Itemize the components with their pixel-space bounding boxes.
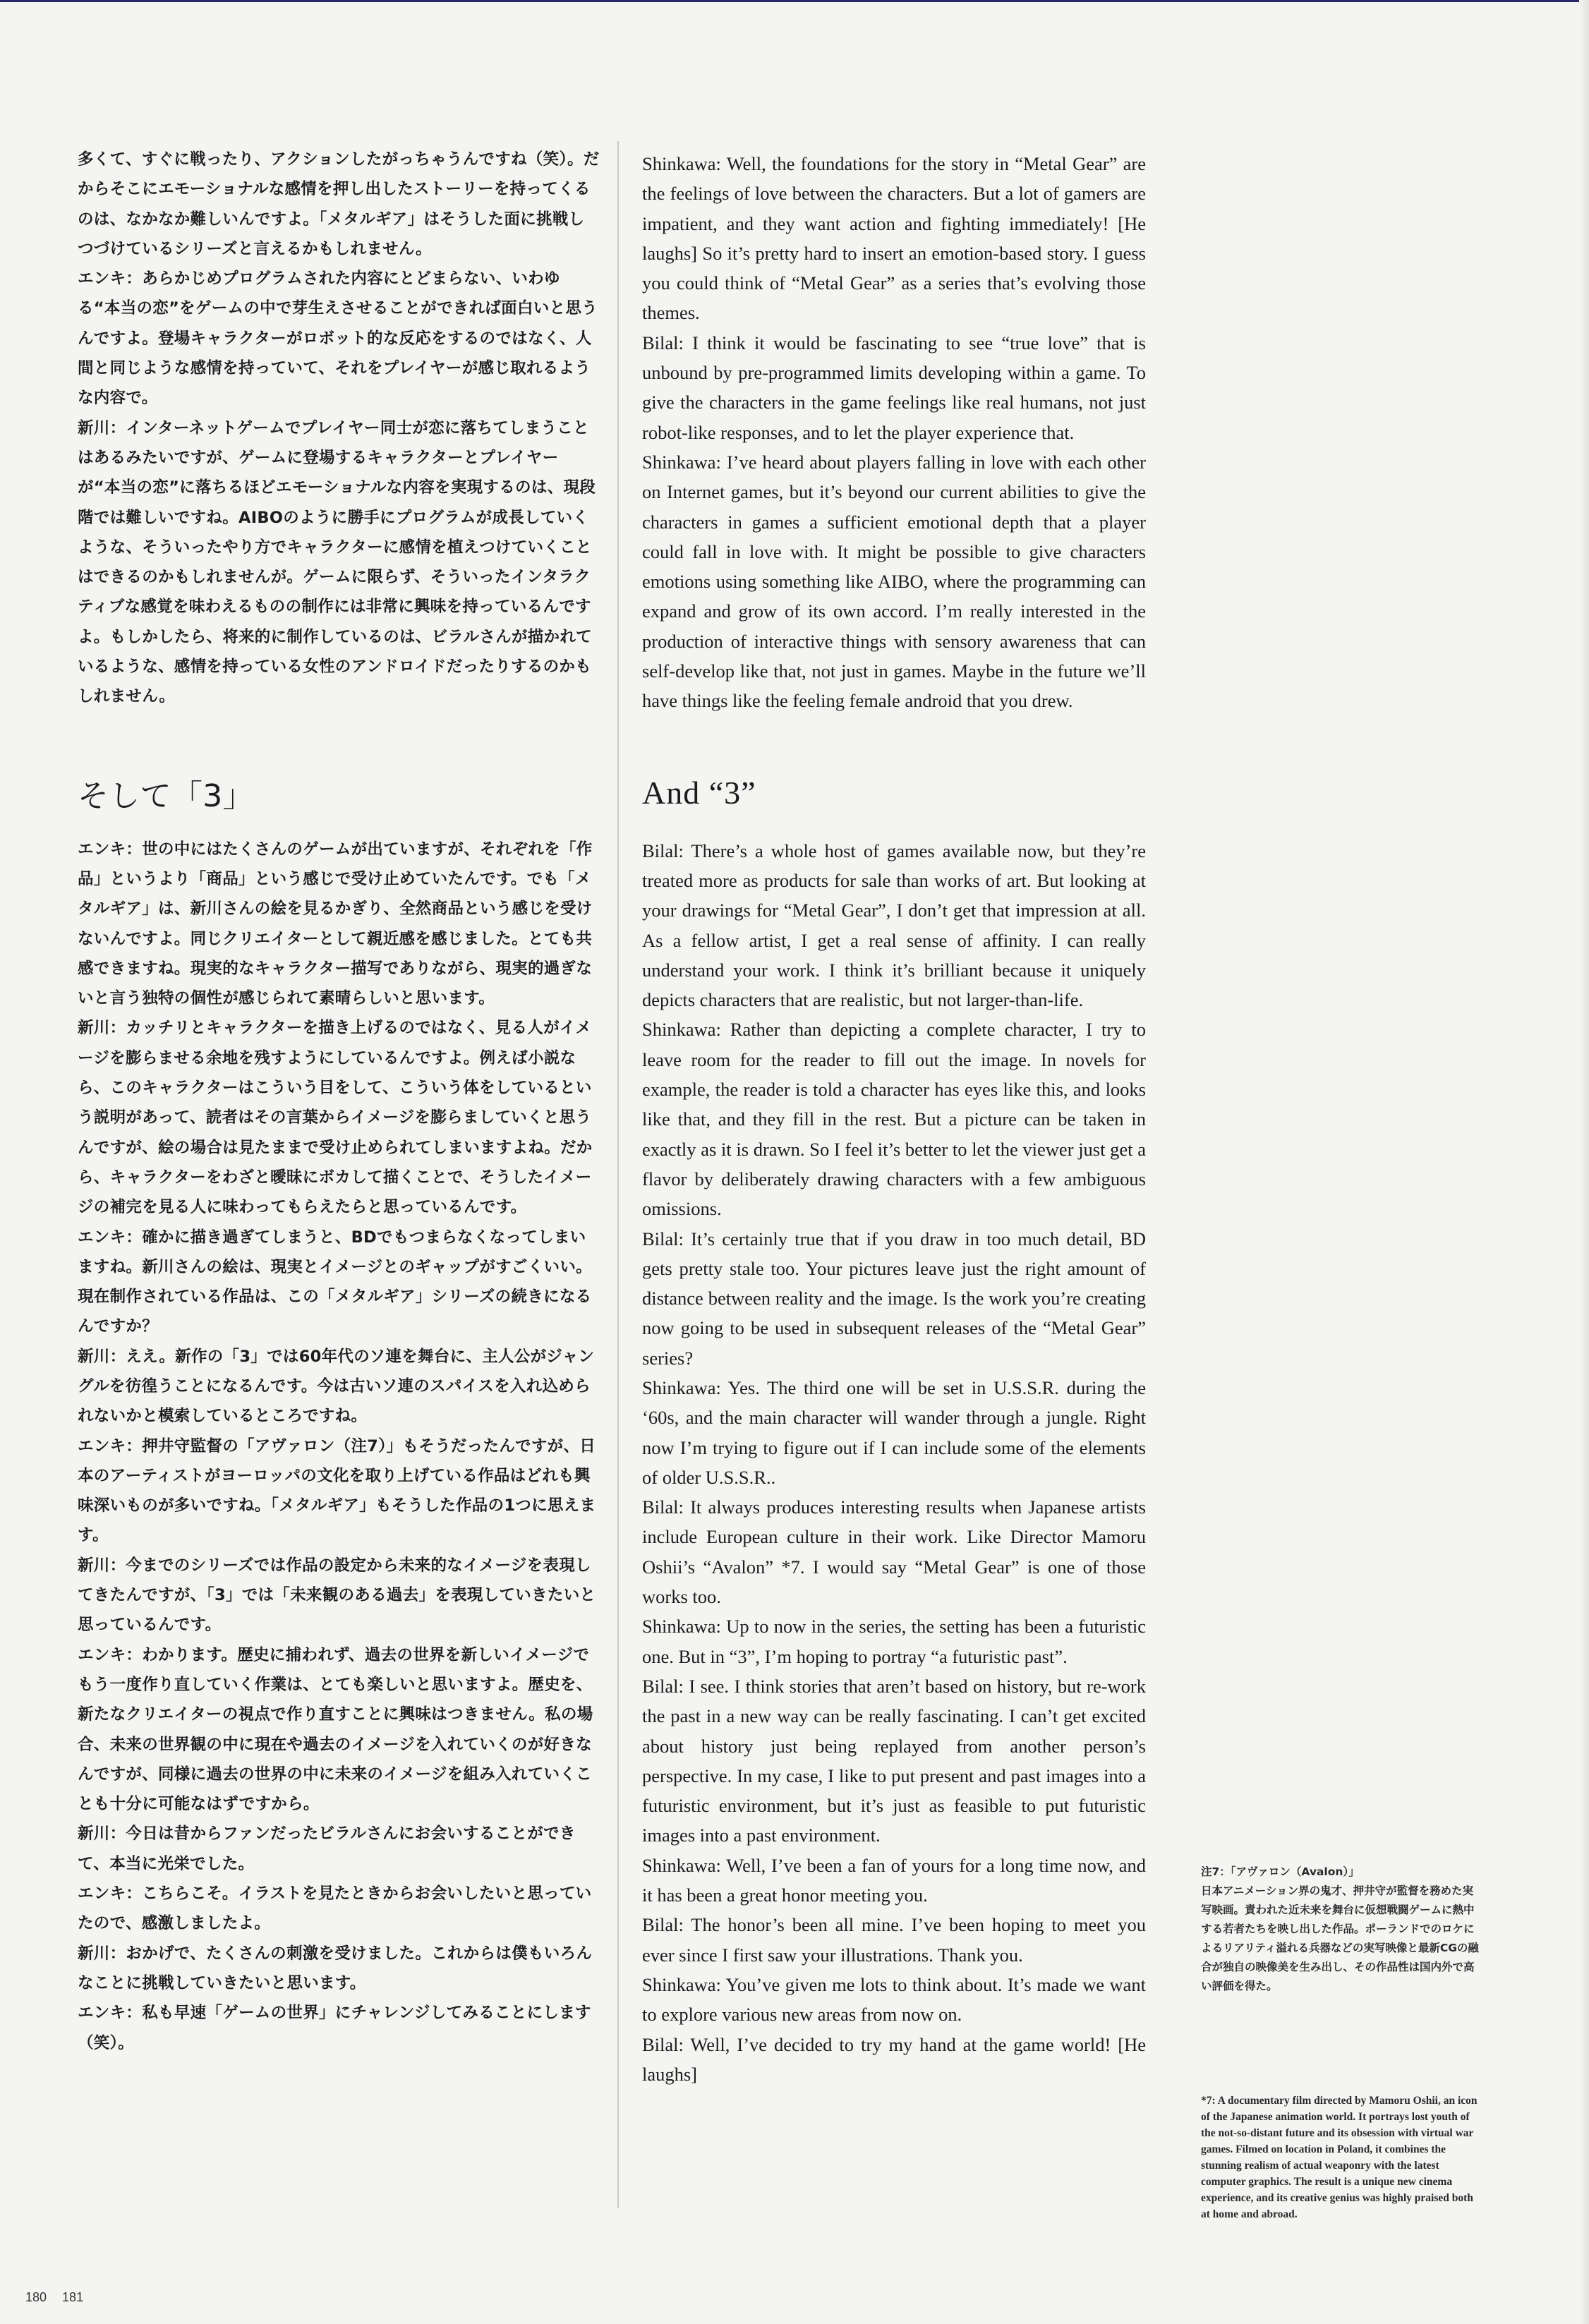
jp-section-heading: そして「3」 bbox=[78, 777, 254, 814]
jp-paragraph: エンキ：押井守監督の「アヴァロン（注7）」もそうだったんですが、日本のアーティストがヨーロッパの文化を取り上げている作品はどれも興味深いものが多いですね。「メタルギア」もそうした作品の1つに思えます。 bbox=[78, 1436, 596, 1545]
en-paragraph: Shinkawa: You’ve given me lots to think about. It’s made we want to explore various new areas from now on. bbox=[642, 1973, 1146, 2026]
japanese-column bbox=[78, 145, 600, 2058]
jp-paragraph: エンキ：あらかじめプログラムされた内容にとどまらない、いわゆる“本当の恋”をゲームの中で芽生えさせることができれば面白いと思うんですよ。登場キャラクターがロボット的な反応をするのではなく、人間と同じような感情を持っていて、それをプレイヤーが感じ取れるような内容で。 bbox=[78, 270, 598, 408]
jp-paragraph: 新川：ええ。新作の「3」では60年代のソ連を舞台に、主人公がジャングルを彷徨うことになるんです。今は古いソ連のスパイスを入れ込められないかと模索しているところですね。 bbox=[78, 1347, 595, 1426]
footnote-body-jp: 日本アニメーション界の鬼才、押井守が監督を務めた実写映画。責われた近未来を舞台に仮想戦闘ゲームに熱中する若者たちを映し出した作品。ポーランドでのロケによるリアリティ溢れる兵器などの実写映像と最新CGの融合が独自の映像美を生み出し、その作品性は国内外で高い評価を得た。 bbox=[1201, 1884, 1479, 1992]
en-paragraph: Bilal: I see. I think stories that aren’t based on history, but re-work the past in a new way can be really fascinating. I can’t get excited about history just being replayed from another person’s perspective. In my case, I like to put present and past images into a futuristic environment, but it’s just as feasible to put futuristic images into a past environment. bbox=[642, 1675, 1146, 1846]
jp-paragraph: エンキ：私も早速「ゲームの世界」にチャレンジしてみることにします（笑）。 bbox=[78, 2004, 591, 2052]
en-section-heading: And “3” bbox=[642, 774, 756, 811]
en-paragraph: Shinkawa: Yes. The third one will be set in U.S.S.R. during the ‘60s, and the main character will wander through a jungle. Right now I’m trying to figure out if I can include some of the elements of older U.S.S.R.. bbox=[642, 1376, 1146, 1488]
footnote-body-en: *7: A documentary film directed by Mamoru Oshii, an icon of the Japanese animation world. It portrays lost youth of the not-so-distant future and its obsession with virtual war games. Filmed on location in Poland, it combines the stunning realism of actual weaponry with the latest computer graphics. The result is a unique new cinema experience, and its creative genius was highly praised both at home and abroad. bbox=[1201, 2095, 1478, 2220]
jp-paragraph: 多くて、すぐに戦ったり、アクションしたがっちゃうんですね（笑）。だからそこにエモーショナルな感情を押し出したストーリーを持ってくるのは、なかなか難しいんですよ。「メタルギア」はそうした面に挑戦しつづけているシリーズと言えるかもしれません。 bbox=[78, 150, 600, 258]
page-number-right: 181 bbox=[62, 2290, 84, 2304]
jp-paragraph: エンキ：確かに描き過ぎてしまうと、BDでもつまらなくなってしまいますね。新川さんの絵は、現実とイメージとのギャップがすごくいい。現在制作されている作品は、この「メタルギア」シリーズの続きになるんですか？ bbox=[78, 1228, 592, 1336]
jp-paragraph: 新川：おかげで、たくさんの刺激を受けました。これからは僕もいろんなことに挑戦していきたいと思います。 bbox=[78, 1944, 593, 1992]
jp-paragraph: 新川：今日は昔からファンだったビラルさんにお会いすることができて、本当に光栄でした。 bbox=[78, 1824, 576, 1873]
top-edge-line bbox=[0, 0, 1589, 2]
column-divider bbox=[617, 141, 619, 2208]
en-paragraph: Shinkawa: Well, the foundations for the story in “Metal Gear” are the feelings of love between the characters. But a lot of gamers are impatient, and they want action and fighting immediately! [He laughs] So it’s pretty hard to insert an emotion-based story. I guess you could think of “Metal Gear” as a series that’s evolving those themes. bbox=[642, 153, 1146, 324]
jp-paragraph: エンキ：こちらこそ。イラストを見たときからお会いしたいと思っていたので、感激しましたよ。 bbox=[78, 1884, 592, 1933]
en-paragraph: Bilal: It always produces interesting results when Japanese artists include European culture in their work. Like Director Mamoru Oshii’s “Avalon” *7. I would say “Metal Gear” is one of those works too. bbox=[642, 1496, 1146, 1608]
jp-paragraph: 新川：今までのシリーズでは作品の設定から未来的なイメージを表現してきたんですが、「3」では「未来観のある過去」を表現していきたいと思っているんです。 bbox=[78, 1556, 596, 1635]
en-paragraph: Bilal: I think it would be fascinating to see “true love” that is unbound by pre-programmed limits developing within a game. To give the characters in the game feelings like real humans, not just robot-like responses, and to let the player experience that. bbox=[642, 332, 1146, 443]
en-paragraph: Shinkawa: Well, I’ve been a fan of yours for a long time now, and it has been a great honor meeting you. bbox=[642, 1854, 1146, 1906]
en-paragraph: Bilal: There’s a whole host of games available now, but they’re treated more as products for sale than works of art. But looking at your drawings for “Metal Gear”, I don’t get that impression at all. As a fellow artist, I get a real sense of affinity. I can really understand your work. I think it’s brilliant because it uniquely depicts characters that are realistic, but not larger-than-life. bbox=[642, 840, 1146, 1011]
en-paragraph: Shinkawa: I’ve heard about players falling in love with each other on Internet games, but it’s beyond our current abilities to give the characters in games a sufficient emotional depth that a player could fall in love with. It might be possible to give characters emotions using something like AIBO, where the programming can expand and grow of its own accord. I’m really interested in the production of interactive things with sensory awareness that can self-develop like that, not just in games. Maybe in the future we’ll have things like the feeling female android that you drew. bbox=[642, 451, 1146, 712]
footnote-english bbox=[1201, 2093, 1483, 2222]
page-number-left: 180 bbox=[25, 2290, 47, 2304]
footnote-title: 注7：「アヴァロン（Avalon）」 bbox=[1201, 1865, 1360, 1878]
jp-paragraph: 新川：インターネットゲームでプレイヤー同士が恋に落ちてしまうことはあるみたいですが、ゲームに登場するキャラクターとプレイヤーが“本当の恋”に落ちるほどエモーショナルな内容を実現するのは、現段階では難しいですね。AIBOのように勝手にプログラムが成長していくような、そういったやり方でキャラクターに感情を植えつけていくことはできるのかもしれませんが。ゲームに限らず、そういったインタラクティブな感覚を味わえるものの制作には非常に興味を持っているんですよ。もしかしたら、将来的に制作しているのは、ビラルさんが描かれているような、感情を持っている女性のアンドロイドだったりするのかもしれません。 bbox=[78, 418, 596, 706]
jp-paragraph: 新川：カッチリとキャラクターを描き上げるのではなく、見る人がイメージを膨らませる余地を残すようにしているんですよ。例えば小説なら、このキャラクターはこういう目をして、こういう体をしているという説明があって、読者はその言葉からイメージを膨らましていくと思うんですが、絵の場合は見たままで受け止められてしまいますよね。だから、キャラクターをわざと曖昧にボカして描くことで、そうしたイメージの補完を見る人に味わってもらえたらと思っているんです。 bbox=[78, 1019, 593, 1217]
english-column bbox=[642, 149, 1146, 2089]
jp-paragraph: エンキ：わかります。歴史に捕われず、過去の世界を新しいイメージでもう一度作り直していく作業は、とても楽しいと思いますよ。歴史を、新たなクリエイターの視点で作り直すことに興味はつきません。私の場合、未来の世界観の中に現在や過去のイメージを入れていくのが好きなんですが、同様に過去の世界の中に未来のイメージを組み入れていくことも十分に可能なはずですから。 bbox=[78, 1645, 593, 1814]
jp-paragraph: エンキ：世の中にはたくさんのゲームが出ていますが、それぞれを「作品」というより「商品」という感じで受け止めていたんです。でも「メタルギア」は、新川さんの絵を見るかぎり、全然商品という感じを受けないんですよ。同じクリエイターとして親近感を感じました。とても共感できますね。現実的なキャラクター描写でありながら、現実的過ぎないと言う独特の個性が感じられて素晴らしいと思います。 bbox=[78, 840, 593, 1008]
page-numbers bbox=[25, 2290, 99, 2305]
en-paragraph: Bilal: The honor’s been all mine. I’ve been hoping to meet you ever since I first saw your illustrations. Thank you. bbox=[642, 1914, 1146, 1966]
en-paragraph: Shinkawa: Rather than depicting a complete character, I try to leave room for the reader to fill out the image. In novels for example, the reader is told a character has eyes like this, and looks like that, and they fill in the rest. But a picture can be taken in exactly as it is drawn. So I feel it’s better to let the viewer just get a flavor by deliberately drawing characters with a few ambiguous omissions. bbox=[642, 1019, 1146, 1220]
page-edge-shadow bbox=[1579, 0, 1589, 2324]
en-paragraph: Shinkawa: Up to now in the series, the setting has been a futuristic one. But in “3”, I’m hoping to portray “a futuristic past”. bbox=[642, 1616, 1146, 1667]
en-paragraph: Bilal: It’s certainly true that if you draw in too much detail, BD gets pretty stale too. Your pictures leave just the right amount of distance between reality and the image. Is the work you’re creating now going to be used in subsequent releases of the “Metal Gear” series? bbox=[642, 1228, 1146, 1369]
en-paragraph: Bilal: Well, I’ve decided to try my hand at the game world! [He laughs] bbox=[642, 2033, 1146, 2085]
footnote-japanese bbox=[1201, 1863, 1483, 1996]
